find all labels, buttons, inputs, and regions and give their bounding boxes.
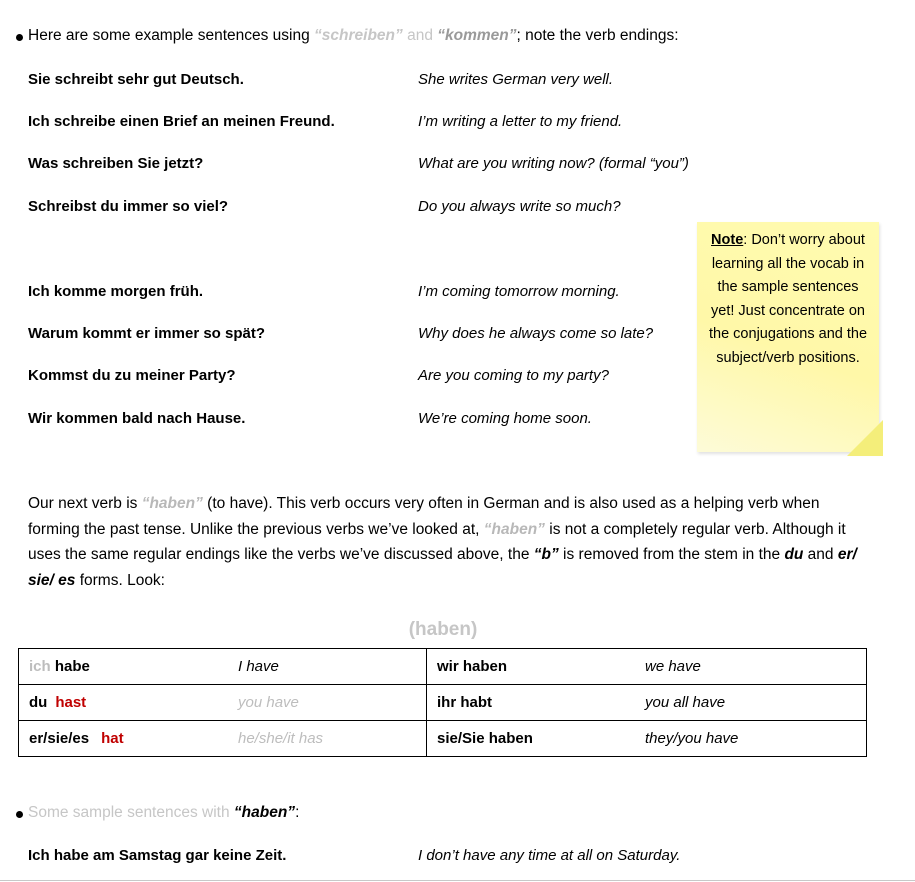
verb-schreiben: “schreiben” <box>314 27 403 44</box>
pronoun-er-sie-es: er/ sie/ es <box>28 546 857 590</box>
paragraph-text: forms. Look: <box>75 572 165 590</box>
pronoun-du: du <box>784 546 804 564</box>
verb-kommen: “kommen” <box>437 27 517 44</box>
german-sentence: Was schreiben Sie jetzt? <box>28 155 204 172</box>
verb-form: habe <box>54 658 90 675</box>
verb-haben: “haben” <box>483 520 545 538</box>
english-translation: We’re coming home soon. <box>418 410 592 427</box>
german-sentence: Ich habe am Samstag gar keine Zeit. <box>28 847 287 864</box>
pronoun: er/sie/es <box>29 730 90 747</box>
english-translation: I’m writing a letter to my friend. <box>418 113 623 130</box>
singular-form <box>19 649 220 685</box>
plural-form: sie/Sie haben <box>427 721 626 757</box>
note-curl <box>847 420 883 456</box>
singular-form <box>19 721 220 757</box>
german-sentence: Schreibst du immer so viel? <box>28 198 229 215</box>
sticky-note <box>697 222 879 452</box>
english-translation: I’m coming tomorrow morning. <box>418 283 620 300</box>
sticky-note-text <box>709 229 867 370</box>
english-translation: Why does he always come so late? <box>418 325 654 342</box>
intro-text-before: Here are some example sentences using <box>28 27 315 44</box>
english-translation: I don’t have any time at all on Saturday. <box>418 847 681 864</box>
english-translation: What are you writing now? (formal “you”) <box>418 155 689 172</box>
plural-translation: you all have <box>625 685 867 721</box>
verb-form: hast <box>55 694 87 711</box>
letter-b: “b” <box>533 546 559 564</box>
plural-translation: they/you have <box>625 721 867 757</box>
verb-haben: “haben” <box>233 804 296 821</box>
german-sentence: Ich schreibe einen Brief an meinen Freund. <box>28 113 335 130</box>
german-sentence: Wir kommen bald nach Hause. <box>28 410 246 427</box>
english-translation: Do you always write so much? <box>418 198 621 215</box>
singular-form <box>19 685 220 721</box>
haben-paragraph <box>28 491 858 594</box>
plural-form: wir haben <box>427 649 626 685</box>
intro-sentence <box>28 27 679 45</box>
pronoun: ich <box>29 658 51 675</box>
sample-intro-colon: : <box>295 804 300 821</box>
table-row <box>19 721 867 757</box>
table-row <box>19 685 867 721</box>
english-translation: Are you coming to my party? <box>418 367 609 384</box>
paragraph-text: (to have). This verb occurs very often in German and is also used as a helping verb when forming the past tense. Unlike the previous verbs we’ve looked at, <box>28 495 820 538</box>
plural-translation: we have <box>625 649 867 685</box>
pronoun: du <box>29 694 48 711</box>
paragraph-text: is not a completely regular verb. Although it uses the same regular endings like the verbs we’ve discussed above, the <box>28 520 846 564</box>
paragraph-text: and <box>803 546 838 564</box>
verb-haben: “haben” <box>141 495 203 512</box>
sample-intro <box>28 804 299 822</box>
paragraph-text: Our next verb is <box>28 495 142 512</box>
german-sentence: Sie schreibt sehr gut Deutsch. <box>28 71 244 88</box>
note-label: Note <box>711 232 744 248</box>
intro-text-middle: and <box>402 27 438 44</box>
plural-form: ihr habt <box>427 685 626 721</box>
page-edge-line <box>0 880 915 881</box>
paragraph-text: is removed from the stem in the <box>558 546 785 564</box>
german-sentence: Kommst du zu meiner Party? <box>28 367 236 384</box>
table-row <box>19 649 867 685</box>
intro-text-after: ; note the verb endings: <box>516 27 679 44</box>
bullet-point <box>16 811 23 818</box>
singular-translation: he/she/it has <box>219 721 427 757</box>
bullet-point <box>16 34 23 41</box>
german-sentence: Warum kommt er immer so spät? <box>28 325 266 342</box>
table-title: (haben) <box>408 619 478 640</box>
english-translation: She writes German very well. <box>418 71 614 88</box>
singular-translation: you have <box>219 685 427 721</box>
haben-conjugation-table <box>18 648 867 757</box>
note-body: : Don’t worry about learning all the vocab in the sample sentences yet! Just concentrate on the conjugations and the subject/verb positions. <box>709 232 868 366</box>
singular-translation: I have <box>219 649 427 685</box>
verb-form: hat <box>101 730 124 747</box>
sample-intro-text: Some sample sentences with <box>28 804 234 821</box>
german-sentence: Ich komme morgen früh. <box>28 283 204 300</box>
